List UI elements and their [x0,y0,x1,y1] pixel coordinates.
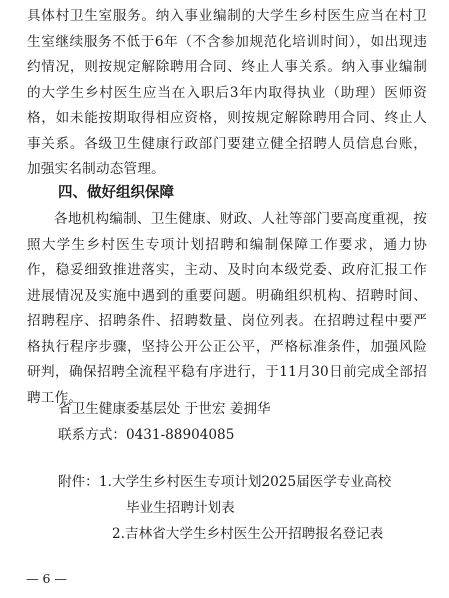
contact-line: 联系方式：0431-88904085 [58,427,235,443]
signature-line: 省卫生健康委基层处 于世宏 姜拥华 [58,401,271,417]
attachment-item-continuation: 毕业生招聘计划表 [126,500,235,516]
page-number: — 6 — [26,571,67,586]
attachments-label: 附件： [58,474,99,490]
section-heading: 四、做好组织保障 [58,185,174,201]
attachment-item: 2.吉林省大学生乡村医生公开招聘报名登记表 [112,526,384,542]
body-paragraph: 具体村卫生室服务。纳入事业编制的大学生乡村医生应当在村卫生室继续服务不低于6年（不含参加规范化培训时间），如出现违约情况，则按规定解除聘用合同、终止人事关系。纳入事业编制的大学生乡村医生应当在入职后3年内取得执业（助理）医师资格，如未能按期取得相应资格，则按规定解除聘用合同、终止人事关系。各级卫生健康行政部门要建立健全招聘人员信息台账，加强实名制动态管理。 [27,8,427,177]
attachment-item: 1.大学生乡村医生专项计划2025届医学专业高校 [99,474,392,490]
body-paragraph: 各地机构编制、卫生健康、财政、人社等部门要高度重视，按照大学生乡村医生专项计划招聘和编制保障工作要求，通力协作，稳妥细致推进落实，主动、及时向本级党委、政府汇报工作进展情况及实施中遇到的重要问题。明确组织机构、招聘时间、招聘程序、招聘条件、招聘数量、岗位列表。在招聘过程中要严格执行程序步骤，坚持公开公正公平，严格标准条件，加强风险研判，确保招聘全流程平稳有序进行，于11月30日前完成全部招聘工作。 [27,211,427,406]
